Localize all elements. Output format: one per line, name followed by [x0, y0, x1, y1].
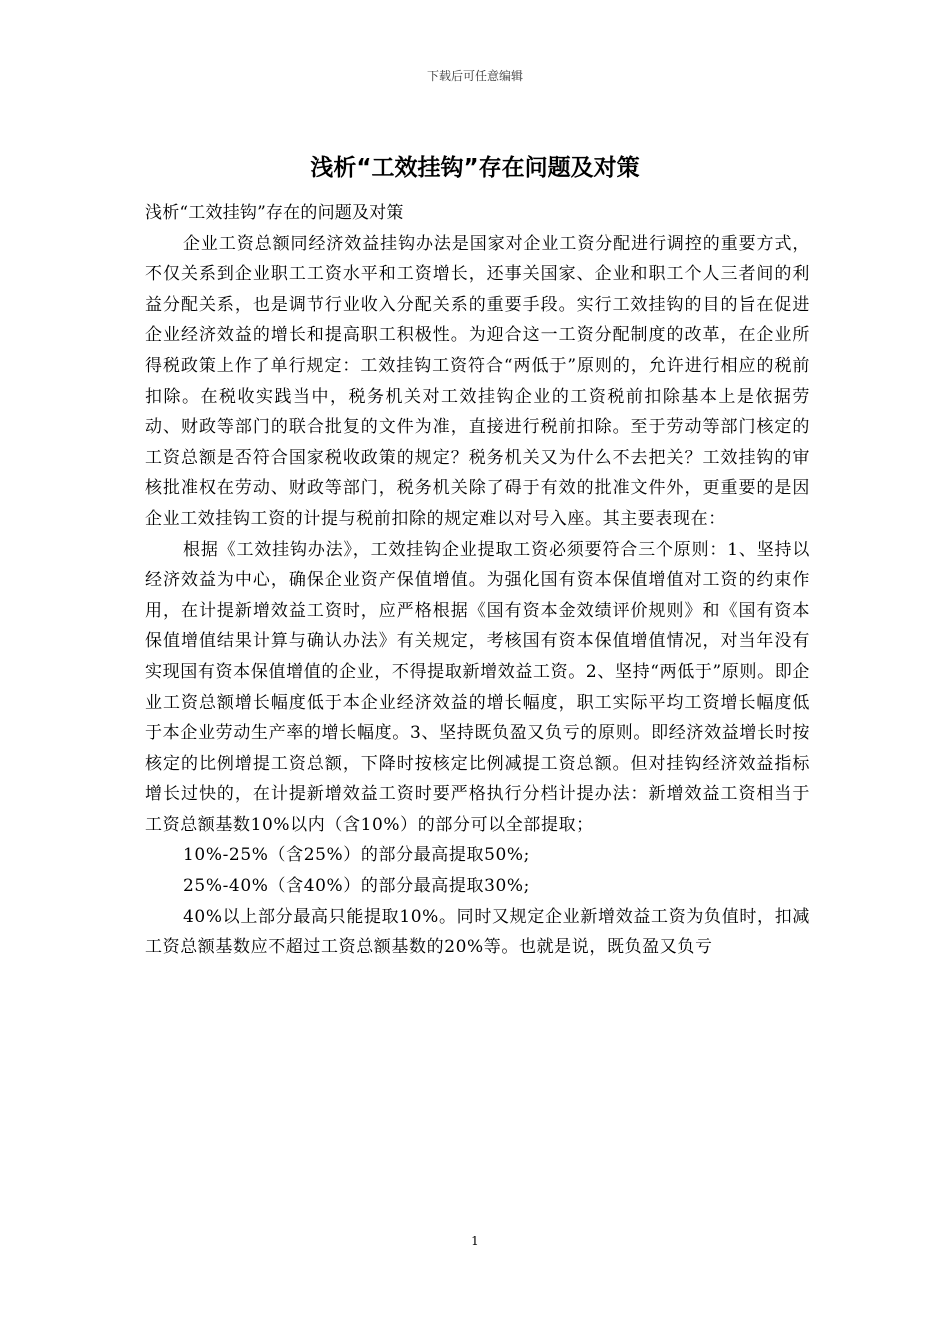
paragraph-principles: 根据《工效挂钩办法》，工效挂钩企业提取工资必须要符合三个原则：1、坚持以经济效益为中心，确保企业资产保值增值。为强化国有资本保值增值对工资的约束作用，在计提新增效益工资时，应严格根据《国有资本金效绩评价规则》和《国有资本保值增值结果计算与确认办法》有关规定，考核国有资本保值增值情况，对当年没有实现国有资本保值增值的企业，不得提取新增效益工资。2、坚持“两低于”原则。即企业工资总额增长幅度低于本企业经济效益的增长幅度，职工实际平均工资增长幅度低于本企业劳动生产率的增长幅度。3、坚持既负盈又负亏的原则。即经济效益增长时按核定的比例增提工资总额，下降时按核定比例减提工资总额。但对挂钩经济效益指标增长过快的，在计提新增效益工资时要严格执行分档计提办法：新增效益工资相当于工资总额基数10%以内（含10%）的部分可以全部提取；	[145, 539, 810, 835]
paragraph-intro: 企业工资总额同经济效益挂钩办法是国家对企业工资分配进行调控的重要方式，不仅关系到企业职工工资水平和工资增长，还事关国家、企业和职工个人三者间的利益分配关系，也是调节行业收入分配关系的重要手段。实行工效挂钩的目的旨在促进企业经济效益的增长和提高职工积极性。为迎合这一工资分配制度的改革，在企业所得税政策上作了单行规定：工效挂钩工资符合“两低于”原则的，允许进行相应的税前扣除。在税收实践当中，税务机关对工效挂钩企业的工资税前扣除基本上是依据劳动、财政等部门的联合批复的文件为准，直接进行税前扣除。至于劳动等部门核定的工资总额是否符合国家税收政策的规定？税务机关又为什么不去把关？工效挂钩的审核批准权在劳动、财政等部门，税务机关除了碍于有效的批准文件外，更重要的是因企业工效挂钩工资的计提与税前扣除的规定难以对号入座。其主要表现在：	[145, 233, 810, 529]
document-title: 浅析“工效挂钩”存在问题及对策	[310, 155, 640, 181]
paragraph-tier-above-40: 40%以上部分最高只能提取10%。同时又规定企业新增效益工资为负值时，扣减工资总额基数应不超过工资总额基数的20%等。也就是说，既负盈又负亏	[145, 906, 810, 958]
page-number: 1	[471, 1234, 479, 1248]
paragraph-tier-25-40: 25%-40%（含40%）的部分最高提取30%;	[183, 876, 531, 897]
document-body	[145, 198, 810, 963]
paragraph-tier-10-25: 10%-25%（含25%）的部分最高提取50%;	[183, 845, 531, 866]
document-subtitle: 浅析“工效挂钩”存在的问题及对策	[145, 203, 404, 223]
header-note: 下载后可任意编辑	[426, 69, 523, 83]
